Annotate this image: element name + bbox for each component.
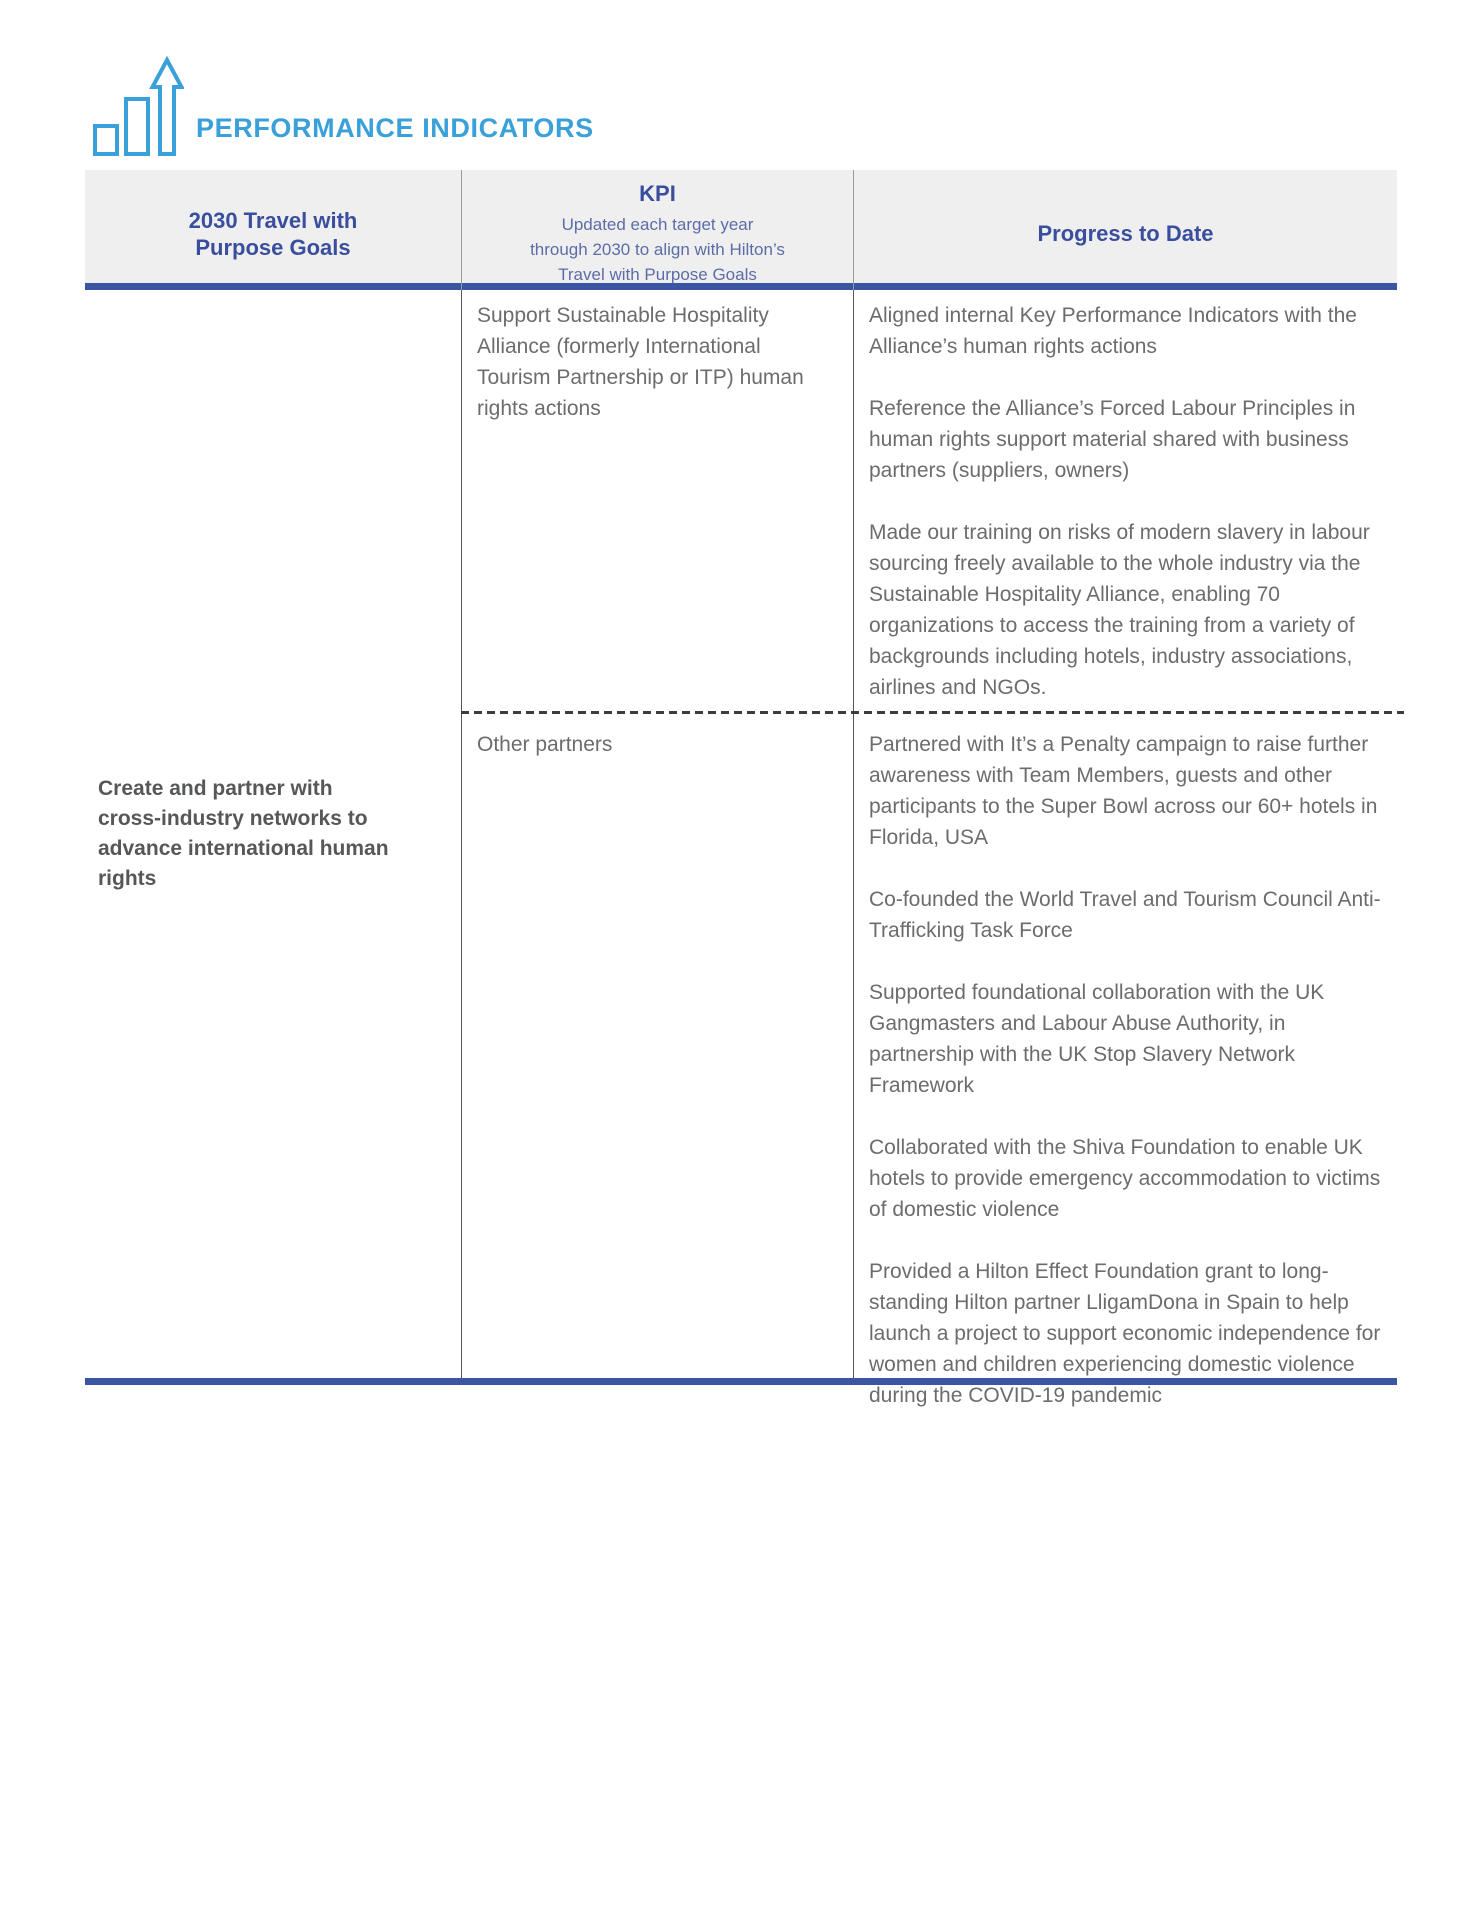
progress-paragraph: Aligned internal Key Performance Indicators with the Alliance’s human rights actions — [869, 304, 1357, 358]
header-cell-goals — [85, 170, 461, 297]
progress-paragraph: Made our training on risks of modern slavery in labour sourcing freely available to the whole industry via the Sustainable Hospitality Alliance, enabling 70 organizations to access the training from a variety of backgrounds including hotels, industry associations, airlines and NGOs. — [869, 521, 1370, 699]
progress-paragraph: Partnered with It’s a Penalty campaign to raise further awareness with Team Members, guests and other participants to the Super Bowl across our 60+ hotels in Florida, USA — [869, 733, 1378, 849]
table-body — [85, 290, 1397, 1407]
kpi-header-label: KPI — [639, 181, 676, 206]
kpi-subtitle-line-3: Travel with Purpose Goals — [558, 265, 757, 284]
progress-paragraph: Collaborated with the Shiva Foundation to enable UK hotels to provide emergency accommodation to victims of domestic violence — [869, 1136, 1381, 1221]
goals-header-line-1: 2030 Travel with — [188, 207, 358, 233]
progress-paragraph: Supported foundational collaboration with the UK Gangmasters and Labour Abuse Authority, in partnership with the UK Stop Slavery Network Framework — [869, 981, 1325, 1097]
header-cell-progress — [853, 170, 1397, 297]
kpi-subtitle-line-1: Updated each target year — [561, 215, 754, 234]
kpi-header-subtitle — [530, 212, 785, 287]
goal-text: Create and partner with cross-industry networks to advance international human rights — [98, 777, 389, 890]
page-title: PERFORMANCE INDICATORS — [196, 113, 594, 143]
performance-indicators-table — [85, 170, 1397, 1407]
kpi-cell-row-2 — [461, 713, 853, 1378]
progress-cell-row-1 — [853, 290, 1397, 713]
progress-paragraph: Provided a Hilton Effect Foundation grant to long-standing Hilton partner LligamDona in Spain to help launch a project to support economic independence for women and children experiencing domestic violence during the COVID-19 pandemic — [869, 1260, 1381, 1407]
kpi-cell-row-1 — [461, 290, 853, 713]
progress-cell-row-2 — [853, 713, 1397, 1407]
table-header-row — [85, 170, 1397, 290]
kpi-text-row-2: Other partners — [477, 733, 613, 756]
progress-header-label: Progress to Date — [1037, 221, 1214, 246]
title-band — [0, 0, 1484, 160]
rising-bar-chart-icon — [90, 56, 184, 161]
kpi-text-row-1: Support Sustainable Hospitality Alliance (formerly International Tourism Partnership or ITP) human rights actions — [477, 304, 804, 420]
header-cell-kpi — [461, 170, 853, 297]
goal-cell — [85, 290, 461, 1378]
kpi-subtitle-line-2: through 2030 to align with Hilton’s — [530, 240, 785, 259]
goals-header-line-2: Purpose Goals — [195, 234, 351, 260]
dashed-row-divider — [461, 711, 1404, 714]
progress-paragraph: Reference the Alliance’s Forced Labour Principles in human rights support material shared with business partners (suppliers, owners) — [869, 397, 1356, 482]
progress-paragraph: Co-founded the World Travel and Tourism Council Anti-Trafficking Task Force — [869, 888, 1381, 942]
